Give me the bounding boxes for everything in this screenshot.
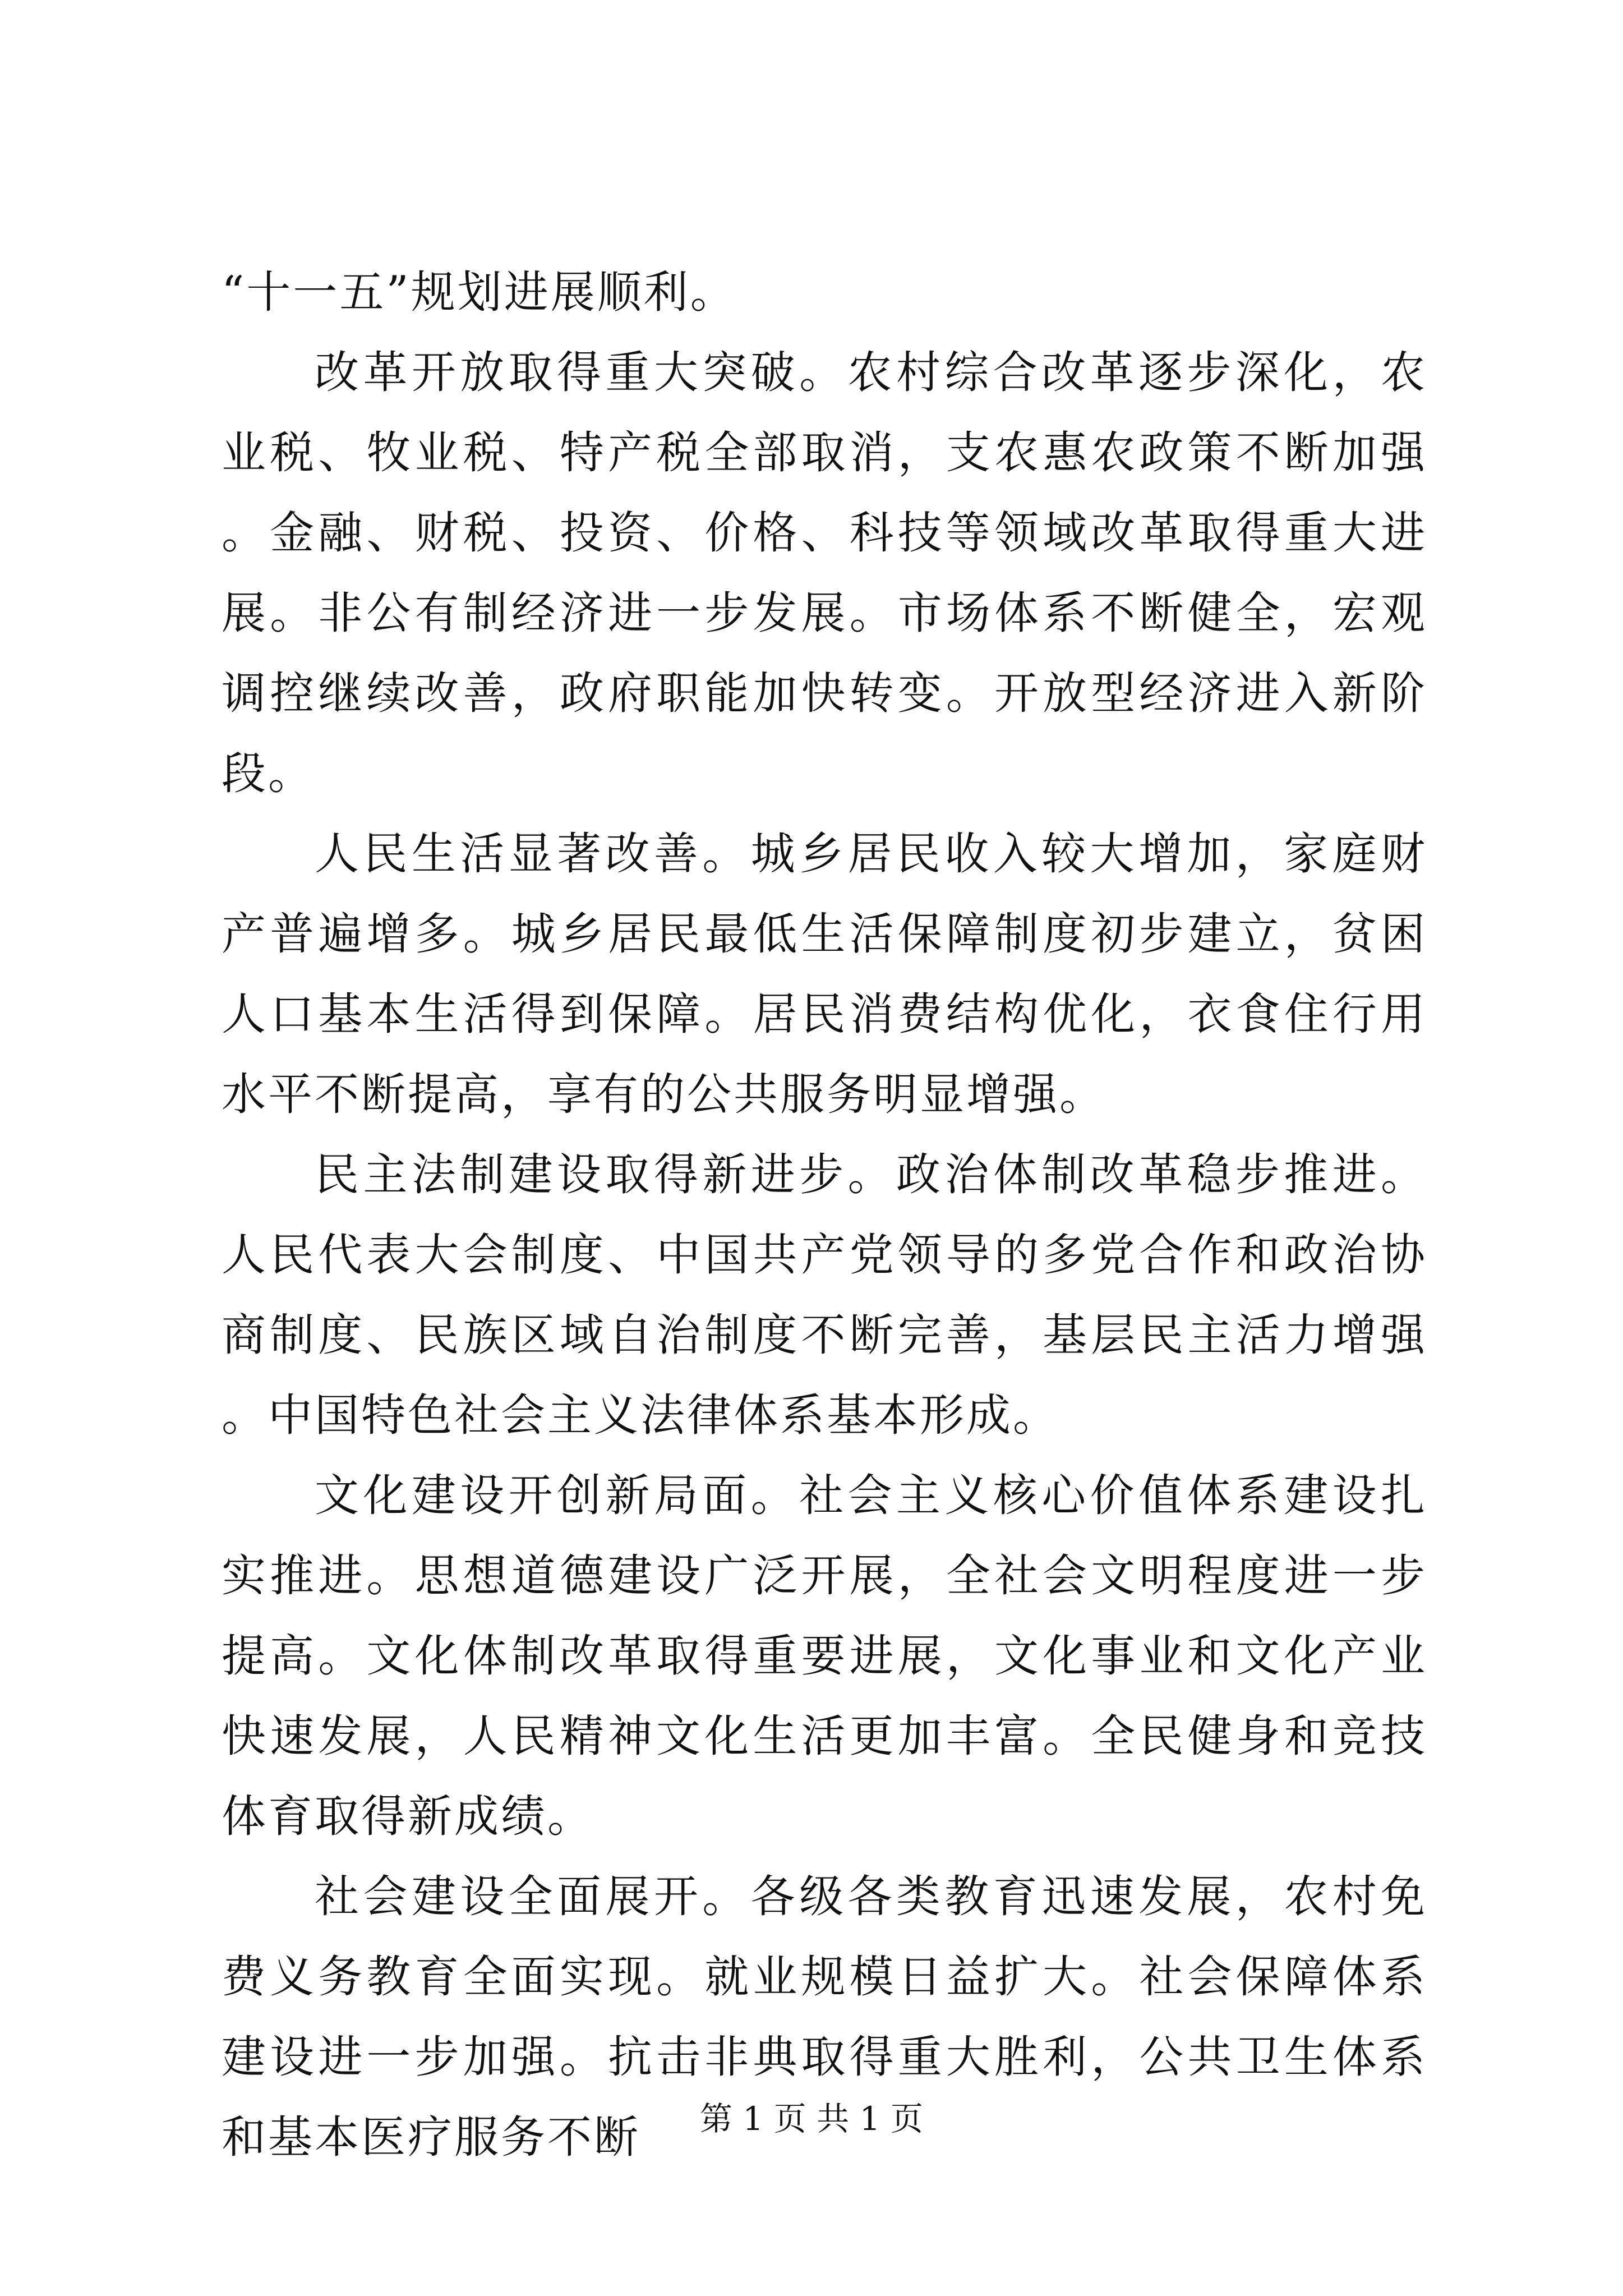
paragraph-5: 文化建设开创新局面。社会主义核心价值体系建设扎实推进。思想道德建设广泛开展，全社会文明程度进一步提高。文化体制改革取得重要进展，文化事业和文化产业快速发展，人民精神文化生活更加丰富。全民健身和竞技体育取得新成绩。 — [222, 1470, 1427, 1842]
paragraph-1: “十一五”规划进展顺利。 — [222, 266, 737, 318]
paragraph-4: 民主法制建设取得新进步。政治体制改革稳步推进。人民代表大会制度、中国共产党领导的多党合作和政治协商制度、民族区域自治制度不断完善，基层民主活力增强。中国特色社会主义法律体系基本形成。 — [222, 1149, 1427, 1441]
paragraph-3: 人民生活显著改善。城乡居民收入较大增加，家庭财产普遍增多。城乡居民最低生活保障制度初步建立，贫困人口基本生活得到保障。居民消费结构优化，衣食住行用水平不断提高，享有的公共服务明显增强。 — [222, 828, 1427, 1120]
paragraph-2: 改革开放取得重大突破。农村综合改革逐步深化，农业税、牧业税、特产税全部取消，支农惠农政策不断加强。金融、财税、投资、价格、科技等领域改革取得重大进展。非公有制经济进一步发展。市场体系不断健全，宏观调控继续改善，政府职能加快转变。开放型经济进入新阶段。 — [222, 347, 1427, 799]
page-number-footer: 第 1 页 共 1 页 — [700, 2100, 923, 2138]
paragraph-6: 社会建设全面展开。各级各类教育迅速发展，农村免费义务教育全面实现。就业规模日益扩大。社会保障体系建设进一步加强。抗击非典取得重大胜利，公共卫生体系和基本医疗服务不断 — [222, 1871, 1427, 2163]
document-body — [222, 252, 1427, 2178]
